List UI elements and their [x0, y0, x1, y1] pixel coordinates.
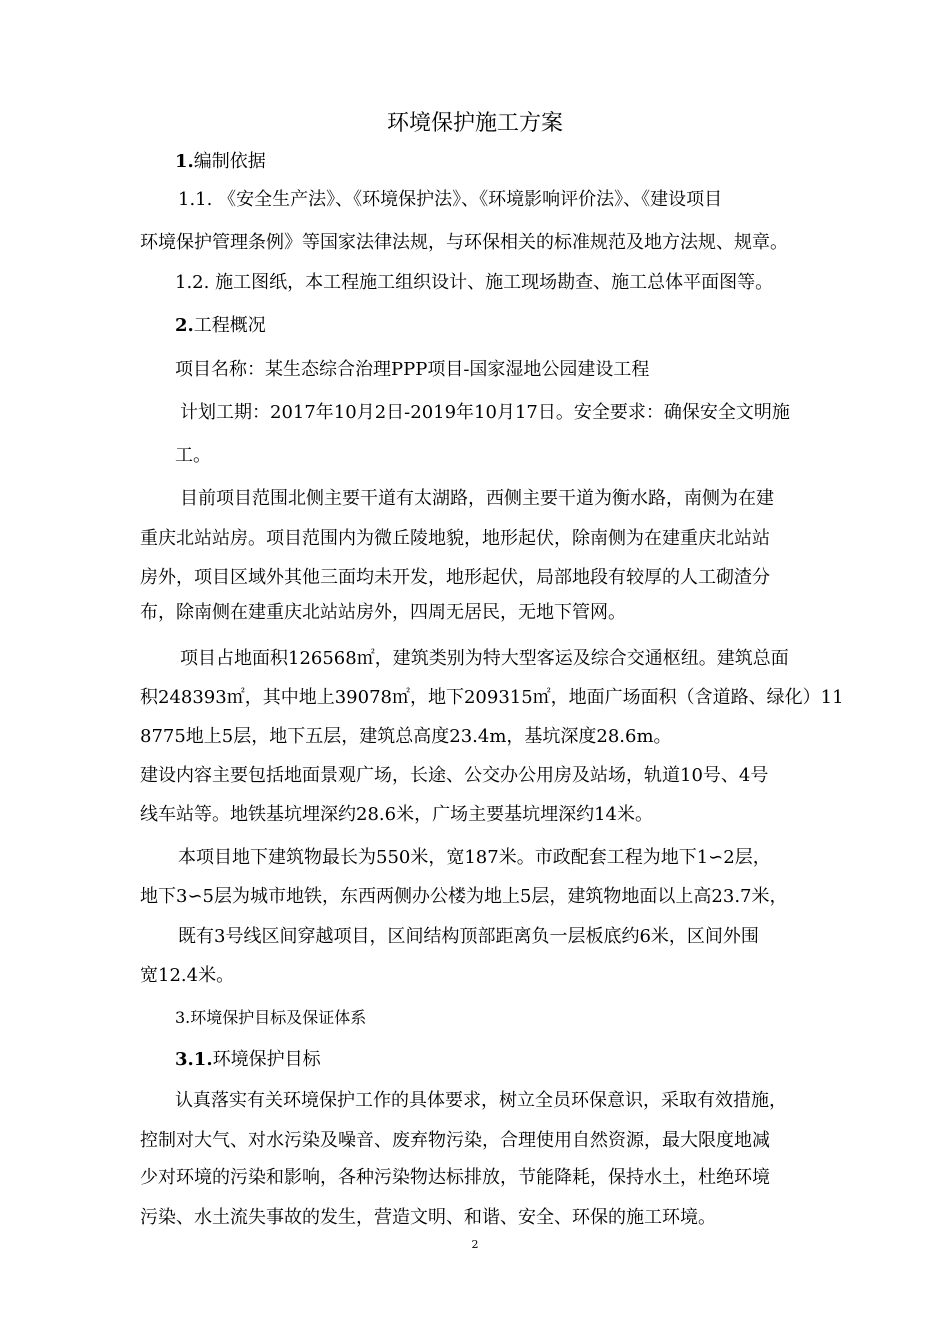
section-1-title: 编制依据 [193, 151, 266, 172]
section-3-1-number: 3.1. [175, 1049, 213, 1070]
area-line-1: 项目占地面积126568㎡，建筑类别为特大型客运及综合交通枢纽。建筑总面 [180, 648, 789, 669]
content-line-2: 线车站等。地铁基坑埋深约28.6米，广场主要基坑埋深约14米。 [140, 804, 653, 825]
section-1-number: 1. [175, 151, 194, 172]
paragraph-1-1-line-1: 1.1. 《安全生产法》、《环境保护法》、《环境影响评价法》、《建设项目 [178, 189, 723, 210]
schedule-line-1: 计划工期：2017年10月2日-2019年10月17日。安全要求：确保安全文明施 [180, 402, 790, 423]
goal-line-2: 控制对大气、对水污染及噪音、废弃物污染，合理使用自然资源，最大限度地减 [140, 1130, 770, 1151]
section-2-number: 2. [175, 315, 194, 336]
goal-line-1: 认真落实有关环境保护工作的具体要求，树立全员环保意识，采取有效措施， [175, 1090, 787, 1111]
section-3-1-heading [175, 1048, 875, 1072]
paragraph-1-1-line-2: 环境保护管理条例》等国家法律法规，与环保相关的标准规范及地方法规、规章。 [140, 232, 788, 253]
area-line-2: 积248393㎡，其中地上39078㎡，地下209315㎡，地面广场面积（含道路、绿化）11 [140, 687, 844, 708]
section-3-1-title: 环境保护目标 [212, 1049, 321, 1070]
section-3-heading: 3.环境保护目标及保证体系 [175, 1008, 367, 1027]
area-line-3: 8775地上5层，地下五层，建筑总高度23.4m，基坑深度28.6m。 [140, 726, 672, 747]
dimensions-line-2: 地下3∽5层为城市地铁，东西两侧办公楼为地上5层，建筑物地面以上高23.7米， [140, 886, 788, 907]
location-line-4: 布，除南侧在建重庆北站站房外，四周无居民，无地下管网。 [140, 602, 626, 623]
content-line-1: 建设内容主要包括地面景观广场，长途、公交办公用房及站场，轨道10号、4号 [140, 765, 769, 786]
section-2-title: 工程概况 [193, 315, 266, 336]
page-number: 2 [471, 1238, 479, 1251]
paragraph-1-2: 1.2. 施工图纸，本工程施工组织设计、施工现场勘查、施工总体平面图等。 [175, 272, 774, 293]
crossing-line-1: 既有3号线区间穿越项目，区间结构顶部距离负一层板底约6米，区间外围 [178, 926, 759, 947]
schedule-line-2: 工。 [175, 445, 211, 466]
page-title: 环境保护施工方案 [386, 111, 563, 136]
goal-line-4: 污染、水土流失事故的发生，营造文明、和谐、安全、环保的施工环境。 [140, 1207, 716, 1228]
project-name: 项目名称：某生态综合治理PPP项目-国家湿地公园建设工程 [175, 359, 650, 380]
location-line-1: 目前项目范围北侧主要干道有太湖路，西侧主要干道为衡水路，南侧为在建 [180, 488, 774, 509]
dimensions-line-1: 本项目地下建筑物最长为550米，宽187米。市政配套工程为地下1∽2层， [178, 847, 771, 868]
section-2-heading [175, 314, 875, 338]
crossing-line-2: 宽12.4米。 [140, 965, 235, 986]
goal-line-3: 少对环境的污染和影响，各种污染物达标排放，节能降耗，保持水土，杜绝环境 [140, 1167, 770, 1188]
location-line-2: 重庆北站站房。项目范围内为微丘陵地貌，地形起伏，除南侧为在建重庆北站站 [140, 528, 770, 549]
section-1-heading [175, 150, 875, 174]
location-line-3: 房外，项目区域外其他三面均未开发，地形起伏，局部地段有较厚的人工砌渣分 [140, 567, 770, 588]
